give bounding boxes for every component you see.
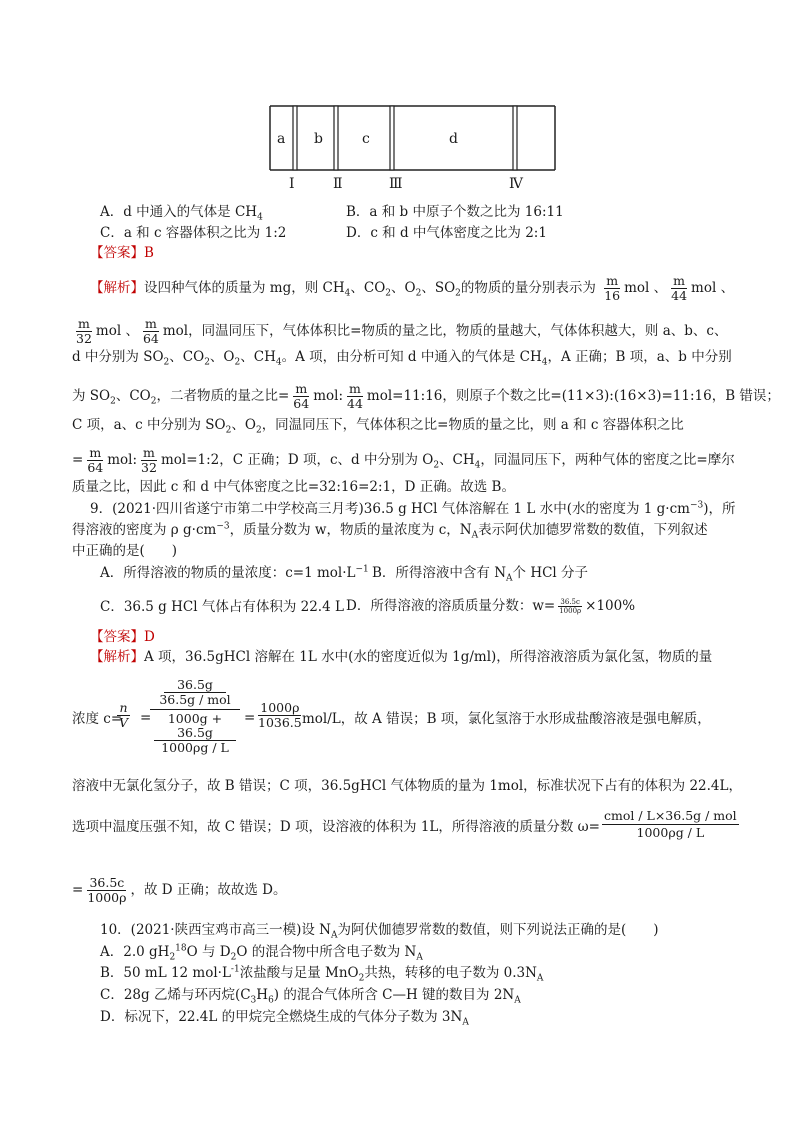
partition-1: Ⅰ	[289, 176, 295, 192]
compartment-b: b	[314, 131, 323, 147]
q8-analysis-line-6: = $\frac{m}{64}$ mol: $\frac{m}{32}$ mol=1:2，C 正确；D 项，c、d 中分别为 $O_2$、$CH_4$，同温同压下，两种气体的密度之比=摩尔	[72, 445, 735, 475]
q10-option-a: A．2.0 $gH_2^{18}O$ 与 $D_2O$ 的混合物中所含电子数为 $N_A$	[100, 943, 423, 963]
q10-option-c: C．28g 乙烯与环丙烷$(C_3H_6)$ 的混合气体所含 C—H 键的数目为 $2N_A$	[100, 987, 521, 1006]
q9-stem-line-2: 得溶液的密度为 ρ $g\cdot cm^{-3}$，质量分数为 w，物质的量浓度为 c，$N_A$表示阿伏加德罗常数的数值，下列叙述	[72, 521, 708, 541]
q9-analysis-line-1: 【解析】A 项，36.5gHCl 溶解在 1L 水中(水的密度近似为 1g/ml)，所得溶液溶质为氯化氢，物质的量	[90, 649, 713, 665]
q9-analysis-line-4: 选项中温度压强不知，故 C 错误；D 项，设溶液的体积为 1L，所得溶液的质量分数 ω=	[72, 819, 600, 835]
partition-4: Ⅳ	[509, 176, 523, 192]
q10-option-b: B．50 mL 12 $mol\cdot L^{-1}$浓盐酸与足量 MnO$_2$共热，转移的电子数为 $0.3N_A$	[100, 964, 544, 984]
q9-stem-line-3: 中正确的是( )	[72, 543, 178, 559]
partition-3: Ⅲ	[389, 176, 403, 192]
q10-option-d: D．标况下，22.4L 的甲烷完全燃烧生成的气体分子数为 $3N_A$	[100, 1009, 469, 1028]
q8-option-a: A．d 中通入的气体是 $CH_4$	[100, 204, 263, 223]
q8-analysis-line-7: 质量之比，因此 c 和 d 中气体密度之比=32:16=2:1，D 正确。故选 B。	[72, 479, 515, 495]
q9-option-a: A．所得溶液的物质的量浓度：c=1 $mol\cdot L^{-1}$	[100, 564, 369, 581]
q9-option-d: D．所得溶液的溶质质量分数：w= $\frac{36.5c}{1000\rho}$ ×100%	[346, 598, 636, 615]
q8-analysis-line-4: 为 $SO_2$、$CO_2$，二者物质的量之比= $\frac{m}{64}$ mol: $\frac{m}{44}$ mol=11:16，则原子个数之比=(11×3):(16×3)=11:16，B 错误；	[72, 381, 780, 411]
q8-answer: 【答案】B	[90, 245, 154, 261]
compartment-a: a	[277, 131, 286, 147]
fraction-m-64: $\frac{m}{64}$	[142, 316, 159, 346]
q8-option-d: D．c 和 d 中气体密度之比为 2:1	[346, 225, 547, 241]
q10-stem: 10．(2021·陕西宝鸡市高三一模)设 $N_A$为阿伏伽德罗常数的数值，则下列说法正确的是( )	[100, 922, 659, 941]
q9-analysis-line-5: = $\frac{36.5c}{1000\rho}$ ，故 D 正确；故故选 D。	[72, 875, 287, 905]
q9-option-b: B．所得溶液中含有 $N_A$个 HCl 分子	[372, 565, 589, 584]
fraction-n-v: $\frac{n}{V}$	[119, 700, 129, 730]
q9-analysis-line-3: 溶液中无氯化氢分子，故 B 错误；C 项，36.5gHCl 气体物质的量为 1mol，标准状况下占有的体积为 22.4L，	[72, 778, 742, 794]
fraction-1000p: $\frac{1000\rho}{1036.5}$	[258, 700, 302, 730]
q8-analysis-line-3: d 中分别为 $SO_2$、$CO_2$、$O_2$、$CH_4$。A 项，由分析可知 d 中通入的气体是 $CH_4$，A 正确；B 项，a、b 中分别	[72, 349, 732, 368]
q9-stem-line-1: 9．(2021·四川省遂宁市第二中学校高三月考)36.5 g HCl 气体溶解在 1 L 水中(水的密度为 1 $g\cdot cm^{-3}$)，所	[90, 500, 736, 517]
fraction-mass: cmol / L×36.5g / mol 1000ρg / L	[604, 808, 737, 840]
q9-option-c: C．36.5 g HCl 气体占有体积为 22.4 L	[100, 599, 344, 615]
q8-option-b: B．a 和 b 中原子个数之比为 16:11	[346, 204, 564, 220]
q9-answer: 【答案】D	[90, 629, 155, 645]
fraction-m-16: $\frac{m}{16}$	[604, 273, 621, 303]
partition-2: Ⅱ	[333, 176, 343, 192]
q8-analysis-line-2: $\frac{m}{32}$ mol 、 $\frac{m}{64}$ mol，同温同压下，气体体积比=物质的量之比，物质的量越大，气体体积越大，则 a、b、c、	[76, 316, 728, 346]
fraction-m-32: $\frac{m}{32}$	[76, 316, 92, 346]
compartment-d: d	[449, 131, 458, 147]
compound-fraction: 36.5g 36.5g / mol 1000g + 36.5g 1000ρg / L	[150, 678, 240, 755]
q8-analysis-line-5: C 项，a、c 中分别为 $SO_2$、$O_2$，同温同压下，气体体积之比=物质的量之比，则 a 和 c 容器体积之比	[72, 417, 684, 436]
q9-analysis-line-2: 浓度 c=	[72, 711, 123, 727]
compartment-c: c	[362, 131, 370, 147]
fraction-m-44: $\frac{m}{44}$	[671, 273, 688, 303]
q8-analysis-line-1: 【解析】设四种气体的质量为 mg，则 $CH_4$、$CO_2$、$O_2$、$SO_2$的物质的量分别表示为 $\frac{m}{16}$ mol 、 $\frac{m}{44}$ mol 、	[90, 273, 735, 303]
q8-option-c: C．a 和 c 容器体积之比为 1:2	[100, 225, 287, 241]
